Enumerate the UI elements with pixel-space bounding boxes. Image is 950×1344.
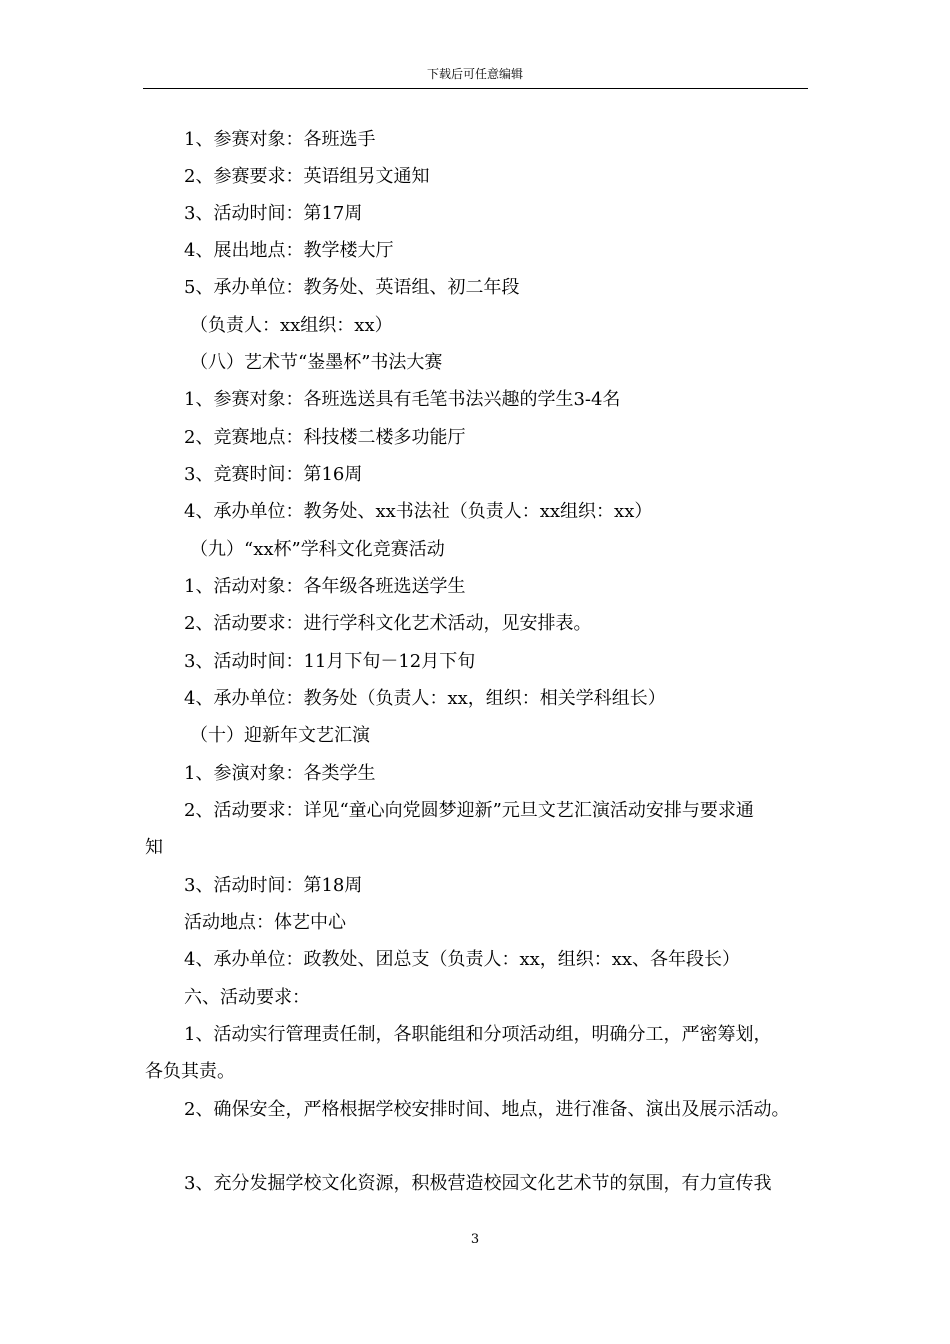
text-line: 3、活动时间：11月下旬－12月下旬 — [184, 651, 476, 672]
header-rule — [143, 88, 808, 89]
page-number: 3 — [470, 1232, 480, 1247]
text-line: 5、承办单位：教务处、英语组、初二年段 — [184, 277, 520, 298]
text-line: 4、展出地点：教学楼大厅 — [184, 240, 394, 261]
text-line: 1、参赛对象：各班选手 — [184, 129, 376, 150]
text-line: 3、活动时间：第18周 — [184, 875, 363, 896]
text-line: 1、参演对象：各类学生 — [184, 763, 376, 784]
page-header: 下载后可任意编辑 — [426, 67, 523, 81]
text-line: 1、参赛对象：各班选送具有毛笔书法兴趣的学生3-4名 — [184, 389, 621, 410]
text-line: 4、承办单位：政教处、团总支（负责人：xx，组织：xx、各年段长） — [184, 949, 741, 970]
text-line: 2、活动要求：详见“童心向党圆梦迎新”元旦文艺汇演活动安排与要求通 — [184, 800, 754, 821]
text-line: 活动地点：体艺中心 — [184, 912, 346, 933]
text-line: 2、确保安全，严格根据学校安排时间、地点，进行准备、演出及展示活动。 — [184, 1099, 790, 1120]
text-line: 2、参赛要求：英语组另文通知 — [184, 166, 430, 187]
text-line: （负责人：xx组织：xx） — [190, 315, 393, 336]
text-line: 各负其责。 — [145, 1061, 235, 1082]
section-heading: （八）艺术节“崟墨杯”书法大赛 — [190, 352, 443, 373]
text-line: 1、活动实行管理责任制，各职能组和分项活动组，明确分工，严密筹划， — [184, 1024, 772, 1045]
text-line: 2、活动要求：进行学科文化艺术活动，见安排表。 — [184, 613, 592, 634]
text-line: 4、承办单位：教务处（负责人：xx，组织：相关学科组长） — [184, 688, 666, 709]
text-line: 4、承办单位：教务处、xx书法社（负责人：xx组织：xx） — [184, 501, 653, 522]
section-heading: （十）迎新年文艺汇演 — [190, 725, 370, 746]
text-line: 知 — [145, 837, 163, 858]
text-line: 3、充分发掘学校文化资源，积极营造校园文化艺术节的氛围，有力宣传我 — [184, 1173, 772, 1194]
text-line: 3、活动时间：第17周 — [184, 203, 363, 224]
section-heading: 六、活动要求： — [184, 987, 310, 1008]
text-line: 1、活动对象：各年级各班选送学生 — [184, 576, 466, 597]
text-line: 3、竞赛时间：第16周 — [184, 464, 363, 485]
text-line: 2、竞赛地点：科技楼二楼多功能厅 — [184, 427, 466, 448]
section-heading: （九）“xx杯”学科文化竞赛活动 — [190, 539, 445, 560]
